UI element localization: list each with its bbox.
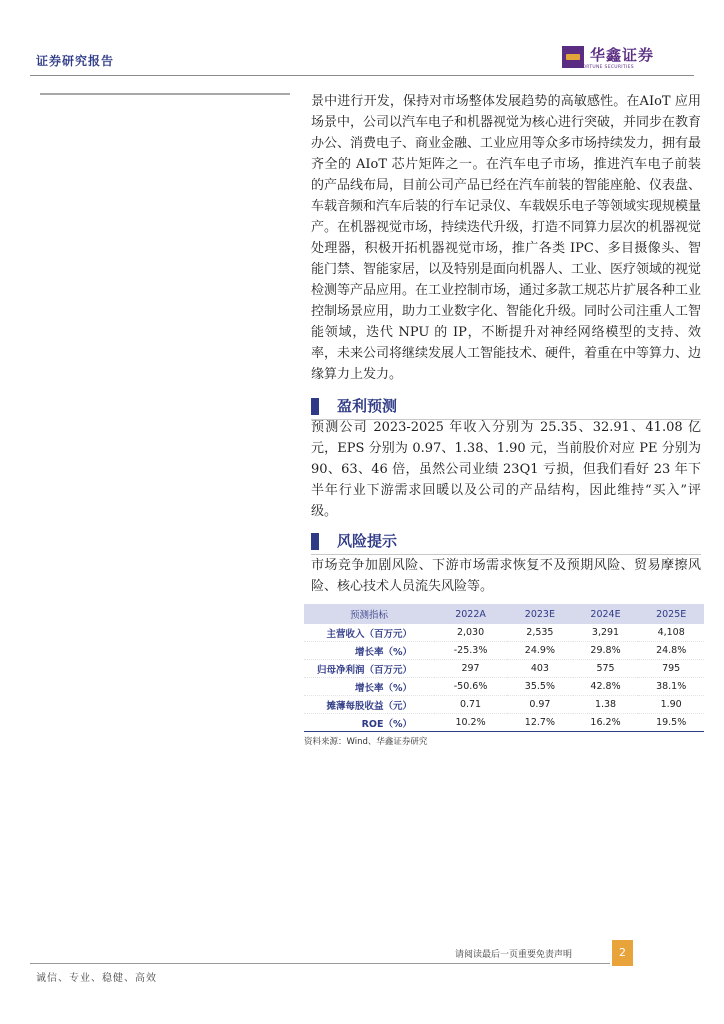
sidebar-divider — [40, 93, 290, 95]
risk-paragraph: 市场竞争加剧风险、下游市场需求恢复不及预期风险、贸易摩擦风险、核心技术人员流失风险等。 — [311, 558, 701, 594]
table-cell: 24.8% — [638, 642, 704, 660]
disclaimer-link[interactable]: 请阅读最后一页重要免责声明 — [455, 950, 573, 960]
table-cell: 795 — [638, 660, 704, 678]
table-cell: 2,535 — [507, 624, 573, 642]
table-cell: 575 — [573, 660, 639, 678]
table-row — [304, 678, 704, 696]
table-cell: 403 — [507, 660, 573, 678]
section-bar-marker — [311, 533, 319, 550]
table-header-row — [304, 604, 704, 624]
table-cell: 10.2% — [434, 714, 507, 732]
table-cell: 19.5% — [638, 714, 704, 732]
table-cell: 2,030 — [434, 624, 507, 642]
table-source-note: 资料来源：Wind、华鑫证券研究 — [304, 737, 428, 747]
forecast-table — [304, 604, 704, 732]
table-cell: 35.5% — [507, 678, 573, 696]
row-label: 增长率（%） — [304, 642, 434, 660]
table-cell: 24.9% — [507, 642, 573, 660]
table-row — [304, 624, 704, 642]
row-label: 摊薄每股收益（元） — [304, 696, 434, 714]
section-risk-title: 风险提示 — [337, 532, 398, 550]
table-cell: 42.8% — [573, 678, 639, 696]
table-cell: 12.7% — [507, 714, 573, 732]
table-cell: 29.8% — [573, 642, 639, 660]
footer-divider — [30, 963, 610, 964]
table-cell: 0.71 — [434, 696, 507, 714]
section-forecast-title: 盈利预测 — [337, 397, 398, 415]
logo-english-name: CHINA FORTUNE SECURITIES — [562, 65, 634, 70]
table-header-cell: 2023E — [507, 604, 573, 624]
table-header-cell: 2025E — [638, 604, 704, 624]
section-bar-marker — [311, 398, 319, 415]
company-motto: 诚信、专业、稳健、高效 — [36, 973, 157, 984]
table-cell: 297 — [434, 660, 507, 678]
row-label: ROE（%） — [304, 714, 434, 732]
header-divider — [30, 75, 694, 76]
table-cell: -25.3% — [434, 642, 507, 660]
row-label: 主营收入（百万元） — [304, 624, 434, 642]
table-row — [304, 696, 704, 714]
row-label: 增长率（%） — [304, 678, 434, 696]
table-cell: 1.38 — [573, 696, 639, 714]
forecast-paragraph: 预测公司 2023-2025 年收入分别为 25.35、32.91、41.08 亿元，EPS 分别为 0.97、1.38、1.90 元，当前股价对应 PE 分别为 90、63、46 倍，虽然公司业绩 23Q1 亏损，但我们看好 23 年下半年行业下游需求回暖以及公司的产品结构，因此维持“买入”评级。 — [311, 420, 701, 519]
table-row — [304, 714, 704, 732]
row-label: 归母净利润（百万元） — [304, 660, 434, 678]
table-header-cell: 2024E — [573, 604, 639, 624]
table-header-cell: 2022A — [434, 604, 507, 624]
table-cell: -50.6% — [434, 678, 507, 696]
company-logo — [562, 46, 672, 74]
table-cell: 3,291 — [573, 624, 639, 642]
business-paragraph: 景中进行开发，保持对市场整体发展趋势的高敏感性。在AIoT 应用场景中，公司以汽车电子和机器视觉为核心进行突破，并同步在教育办公、消费电子、商业金融、工业应用等众多市场持续发力，拥有最齐全的 AIoT 芯片矩阵之一。在汽车电子市场，推进汽车电子前装的产品线布局，目前公司产品已经在汽车前装的智能座舱、仪表盘、车载音频和汽车后装的行车记录仪、车载娱乐电子等领域实现规模量产。在机器视觉市场，持续迭代升级，打造不同算力层次的机器视觉处理器，积极开拓机器视觉市场，推广各类 IPC、多目摄像头、智能门禁、智能家居，以及特别是面向机器人、工业、医疗领域的视觉检测等产品应用。在工业控制市场，通过多款工规芯片扩展各种工业控制场景应用，助力工业数字化、智能化升级。同时公司注重人工智能领域，迭代 NPU 的 IP，不断提升对神经网络模型的支持、效率，未来公司将继续发展人工智能技术、硬件，着重在中等算力、边缘算力上发力。 — [311, 94, 702, 382]
table-row — [304, 660, 704, 678]
table-cell: 38.1% — [638, 678, 704, 696]
report-type-label: 证券研究报告 — [36, 54, 115, 68]
table-cell: 1.90 — [638, 696, 704, 714]
table-header-cell: 预测指标 — [304, 604, 434, 624]
logo-name: 华鑫证券 — [590, 46, 655, 64]
table-cell: 0.97 — [507, 696, 573, 714]
page-number: 2 — [612, 940, 633, 966]
table-cell: 4,108 — [638, 624, 704, 642]
table-row — [304, 642, 704, 660]
table-cell: 16.2% — [573, 714, 639, 732]
